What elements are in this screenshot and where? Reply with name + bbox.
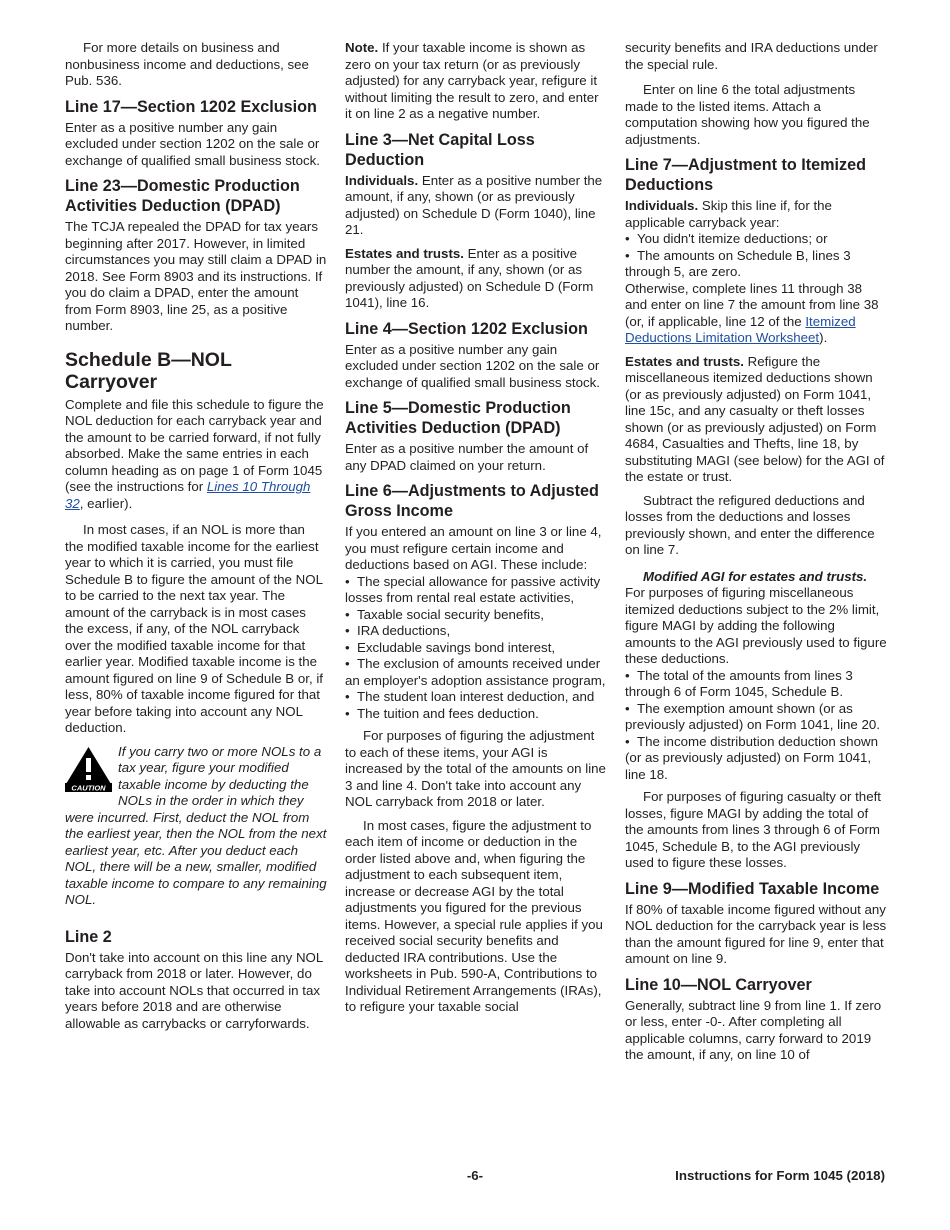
- list-item: [625, 231, 887, 248]
- paragraph: Enter as a positive number the amount of any DPAD claimed on your return.: [345, 441, 589, 473]
- bullet-icon: •: [345, 656, 350, 671]
- text: The exclusion of amounts received under an employer's adoption assistance program,: [345, 656, 606, 688]
- list-item: [345, 706, 607, 723]
- text: If your taxable income is shown as zero on your tax return (or as previously adjusted) for any carryback year, refigure it without limiting the result to zero, and enter it on line 2 as a negative number.: [345, 40, 599, 121]
- heading-line-3: Line 3—Net Capital Loss Deduction: [345, 130, 535, 169]
- paragraph: [625, 281, 887, 347]
- paragraph: Enter as a positive number any gain excluded under section 1202 on the sale or exchange of qualified small business stock.: [345, 341, 600, 390]
- list-item: [625, 248, 887, 281]
- heading-line-4: Line 4—Section 1202 Exclusion: [345, 319, 588, 338]
- bullet-icon: •: [625, 733, 630, 749]
- heading-line-9: Line 9—Modified Taxable Income: [625, 879, 880, 898]
- page-number: -6-: [466, 1168, 484, 1183]
- list-item: [625, 734, 887, 784]
- list-item: [345, 640, 607, 657]
- list-item: [345, 607, 607, 624]
- caution-label: CAUTION: [71, 783, 106, 792]
- paragraph: For purposes of figuring the adjustment to each of these items, your AGI is increased by the total of the amounts on line 3 and line 4. Don't take into account any NOL carryback from 2018 or later.: [345, 728, 606, 809]
- bullet-icon: •: [345, 606, 350, 622]
- text: Excludable savings bond interest,: [357, 639, 556, 655]
- paragraph: For more details on business and nonbusiness income and deductions, see Pub. 536.: [65, 40, 309, 88]
- bullet-icon: •: [345, 639, 350, 655]
- paragraph: Enter on line 6 the total adjustments made to the listed items. Attach a computation showing how you figured the adjustments.: [625, 82, 870, 147]
- paragraph: For purposes of figuring casualty or theft losses, figure MAGI by adding the total of the amounts from lines 3 through 6 of Form 1045, Schedule B, to the AGI previously used to figure these losses.: [625, 789, 881, 870]
- paragraph: The TCJA repealed the DPAD for tax years beginning after 2017. However, in limited circumstances you may still claim a DPAD in 2018. See Form 8903 and its instructions. If you do claim a DPAD, enter the amount from Form 8903, line 25, as a positive number.: [65, 219, 327, 333]
- heading-line-7: Line 7—Adjustment to Itemized Deductions: [625, 156, 867, 194]
- bullet-icon: •: [625, 667, 630, 683]
- paragraph: If 80% of taxable income figured without any NOL deduction for the carryback year is less than the amount figured for line 9, enter that amount on line 9.: [625, 901, 887, 966]
- list-item: [345, 574, 607, 607]
- text: Complete and file this schedule to figure the NOL deduction for each carryback year and the amount to be carried forward, if not fully absorbed. Make the same entries in each column heading as on page 1 of Form 1045 (see the instructions for: [65, 396, 324, 494]
- heading-line-10: Line 10—NOL Carryover: [625, 975, 812, 994]
- heading-line-2: Line 2: [65, 927, 112, 946]
- bullet-list: [625, 668, 887, 784]
- text: The tuition and fees deduction.: [357, 705, 539, 721]
- text: Enter as a positive number the amount, if any, shown (or as previously adjusted) on Schedule D (Form 1040), line 21.: [345, 172, 603, 237]
- bullet-list: [345, 574, 607, 723]
- estates-label: Estates and trusts.: [345, 245, 464, 261]
- list-item: [345, 689, 607, 706]
- paragraph: [345, 40, 607, 123]
- text: You didn't itemize deductions; or: [637, 231, 828, 246]
- caution-note: [65, 744, 327, 909]
- paragraph: [345, 173, 607, 239]
- text: The total of the amounts from lines 3 through 6 of Form 1045, Schedule B.: [625, 667, 853, 699]
- paragraph: Enter as a positive number any gain excluded under section 1202 on the sale or exchange of qualified small business stock.: [65, 119, 320, 168]
- paragraph: Subtract the refigured deductions and losses from the deductions and losses previously shown, and enter the difference on line 7.: [625, 492, 875, 557]
- paragraph: [65, 397, 327, 513]
- text: Taxable social security benefits,: [357, 606, 544, 622]
- paragraph: In most cases, if an NOL is more than the modified taxable income for the earliest year to which it is carried, you must file Schedule B to figure the amount of the NOL to be carried to the next tax year. The amount of the carryback is in most cases the excess, if any, of the NOL carryback over the modified taxable income for that earlier year. Modified taxable income is the amount figured on line 9 of Schedule B or, if less, 80% of taxable income figured for that year before taking into account any NOL deduction.: [65, 522, 323, 735]
- bullet-icon: •: [345, 705, 350, 721]
- form-title: Instructions for Form 1045 (2018): [675, 1168, 885, 1183]
- text: The special allowance for passive activity losses from rental real estate activities,: [345, 573, 601, 605]
- paragraph: [345, 246, 607, 312]
- magi-label: Modified AGI for estates and trusts.: [643, 568, 868, 584]
- column-1: [65, 40, 327, 1039]
- paragraph: security benefits and IRA deductions under the special rule.: [625, 40, 878, 72]
- list-item: [345, 623, 607, 640]
- paragraph: Generally, subtract line 9 from line 1. If zero or less, enter -0-. After completing all applicable columns, carry forward to 2019 the amount, if any, on line 10 of: [625, 997, 882, 1062]
- text: The amounts on Schedule B, lines 3 through 5, are zero.: [625, 247, 851, 279]
- individuals-label: Individuals.: [345, 172, 419, 188]
- text: , earlier).: [79, 495, 133, 511]
- heading-line-17: Line 17—Section 1202 Exclusion: [65, 97, 317, 116]
- bullet-icon: •: [625, 700, 630, 716]
- text: Enter as a positive number the amount, if any, shown (or as previously adjusted) on Schedule D (Form 1041), line 16.: [345, 245, 594, 310]
- link-itemized-deductions-worksheet[interactable]: Itemized Deductions Limitation Worksheet: [625, 313, 856, 345]
- bullet-icon: •: [625, 231, 630, 246]
- heading-line-23: Line 23—Domestic Production Activities Deduction (DPAD): [65, 177, 300, 215]
- list-item: [625, 701, 887, 734]
- text: The income distribution deduction shown (or as previously adjusted) on Form 1041, line 18.: [625, 733, 878, 782]
- caution-text: If you carry two or more NOLs to a tax year, figure your modified taxable income by deducting the NOLs in the order in which they were incurred. First, deduct the NOL from the earliest year, then the NOL from the next earliest year, etc. After you deduct each NOL, there will be a new, smaller, modified taxable income to compare to any remaining NOL.: [65, 743, 327, 907]
- text: ).: [819, 330, 828, 345]
- bullet-list: [625, 231, 887, 281]
- text: For purposes of figuring miscellaneous itemized deductions subject to the 2% limit, figure MAGI by adding the following amounts to the AGI previously used to figure these deductions.: [625, 585, 887, 666]
- paragraph: [625, 569, 887, 668]
- note-label: Note.: [345, 40, 379, 55]
- estates-label: Estates and trusts.: [625, 353, 744, 369]
- bullet-icon: •: [345, 573, 350, 589]
- column-2: [345, 40, 607, 1023]
- bullet-icon: •: [345, 689, 350, 704]
- paragraph: [625, 198, 887, 231]
- text: Otherwise, complete lines 11 through 38 and enter on line 7 the amount from line 38 (or, if applicable, line 12 of the: [625, 280, 879, 329]
- heading-line-5: Line 5—Domestic Production Activities Deduction (DPAD): [345, 399, 571, 437]
- bullet-icon: •: [625, 247, 630, 263]
- individuals-label: Individuals.: [625, 198, 699, 213]
- bullet-icon: •: [345, 623, 350, 638]
- list-item: [345, 656, 607, 689]
- column-3: [625, 40, 887, 1071]
- text: Refigure the miscellaneous itemized deductions shown (or as previously adjusted) on Form 1041, line 15c, and any casualty or theft losses shown (or as previously adjusted) on Form 4684, Casualties and Thefts, line 18, by substituting MAGI (see below) for the AGI of the estate or trust.: [625, 353, 885, 484]
- paragraph: [625, 354, 887, 486]
- paragraph: Don't take into account on this line any NOL carryback from 2018 or later. However, do take into account NOLs that occurred in tax years before 2018 and are otherwise allowable as carrybacks or carryforwards.: [65, 949, 323, 1031]
- heading-schedule-b: Schedule B—NOL Carryover: [65, 348, 232, 393]
- text: IRA deductions,: [357, 623, 451, 638]
- list-item: [625, 668, 887, 701]
- paragraph: In most cases, figure the adjustment to each item of income or deduction in the order listed above and, when figuring the adjustment to each subsequent item, increase or decrease AGI by the total adjustments you figured for the previous items. However, a special rule applies if you received social security benefits and deducted IRA contributions. Use the worksheets in Pub. 590-A, Contributions to Individual Retirement Arrangements (IRAs), to refigure your taxable social: [345, 817, 603, 1014]
- heading-line-6: Line 6—Adjustments to Adjusted Gross Income: [345, 482, 599, 520]
- text: The exemption amount shown (or as previously adjusted) on Form 1041, line 20.: [625, 700, 880, 732]
- text: Skip this line if, for the applicable carryback year:: [625, 198, 832, 230]
- text: The student loan interest deduction, and: [357, 689, 595, 704]
- link-lines-10-through-32[interactable]: Lines 10 Through 32: [65, 479, 311, 511]
- caution-icon: [65, 746, 112, 792]
- paragraph: If you entered an amount on line 3 or line 4, you must refigure certain income and deductions based on AGI. These include:: [345, 524, 602, 572]
